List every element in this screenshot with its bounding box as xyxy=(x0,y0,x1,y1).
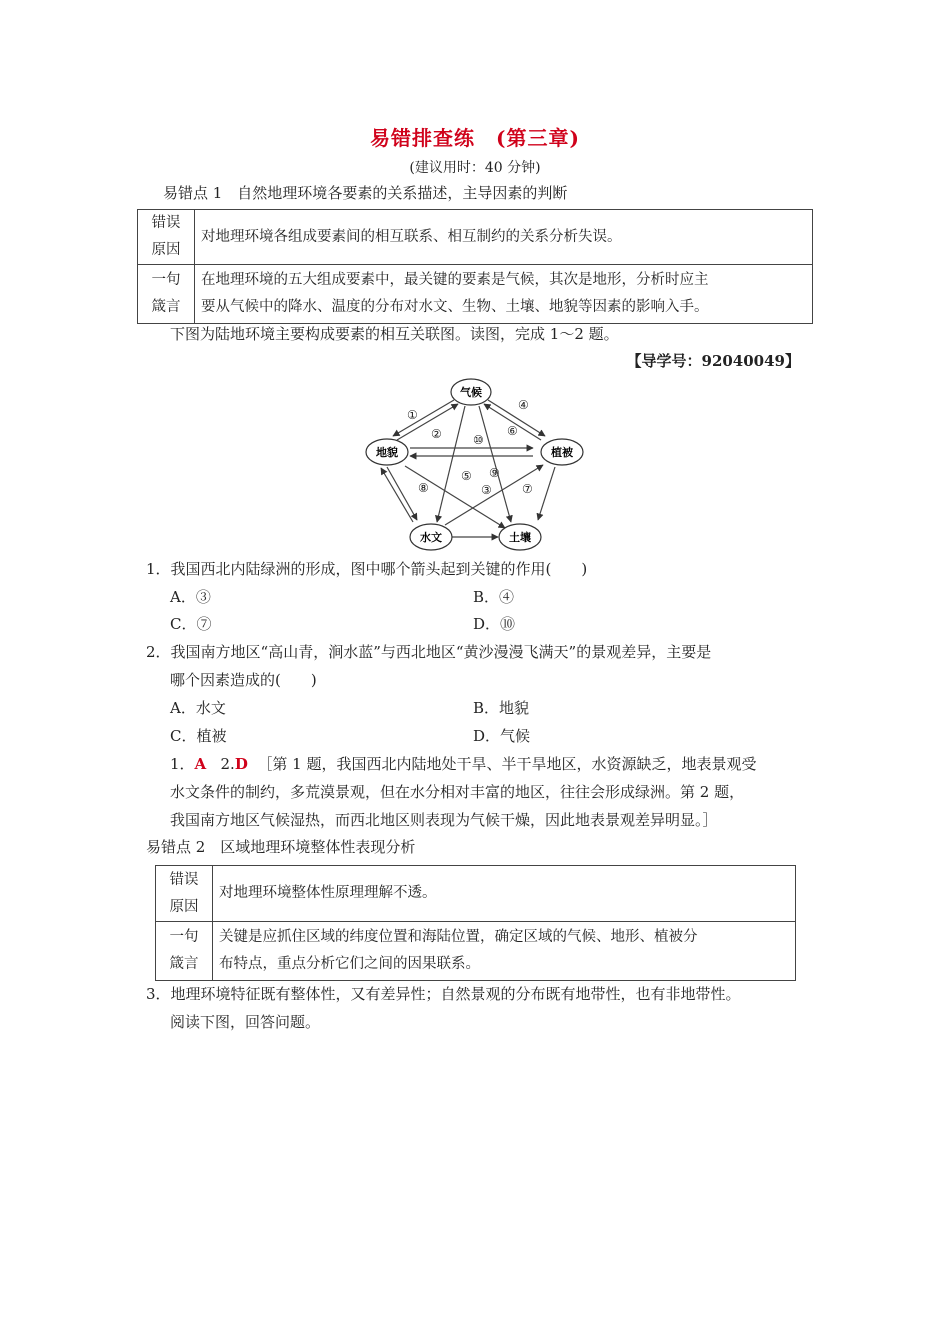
q2-option-d: D．气候 xyxy=(473,727,531,745)
error-point-1-heading: 易错点 1 自然地理环境各要素的关系描述，主导因素的判断 xyxy=(163,184,568,202)
question-3-line1: 3．地理环境特征既有整体性，又有差异性；自然景观的分布既有地带性，也有非地带性。 xyxy=(146,985,741,1003)
arrow-label-7: ⑦ xyxy=(522,482,533,496)
arrow-label-9: ⑨ xyxy=(489,466,500,480)
arrow-label-10: ⑩ xyxy=(473,433,484,447)
error-point-1-table xyxy=(137,209,813,324)
answer-1-number: 1． xyxy=(170,755,195,773)
error-cause-text: 对地理环境各组成要素间的相互联系、相互制约的关系分析失误。 xyxy=(195,210,813,265)
environment-relationship-diagram xyxy=(355,370,595,555)
maxim-text: 在地理环境的五大组成要素中，最关键的要素是气候，其次是地形，分析时应主 要从气候中的降水、温度的分布对水文、生物、土壤、地貌等因素的影响入手。 xyxy=(195,265,813,324)
question-2-stem-line1: 2．我国南方地区“高山青，涧水蓝”与西北地区“黄沙漫漫飞满天”的景观差异，主要是 xyxy=(146,643,712,661)
arrow-label-3: ③ xyxy=(481,483,492,497)
q2-option-c: C．植被 xyxy=(170,727,227,745)
node-climate-label: 气候 xyxy=(460,386,482,399)
error-cause-label: 错误 原因 xyxy=(138,210,195,265)
arrow-label-1: ① xyxy=(407,408,418,422)
answer-2-choice: D xyxy=(234,755,248,773)
answer-explanation-2: 水文条件的制约，多荒漠景观，但在水分相对丰富的地区，往往会形成绿洲。第 2 题， xyxy=(170,783,745,801)
question-3-line2: 阅读下图，回答问题。 xyxy=(170,1013,321,1031)
diagram-intro: 下图为陆地环境主要构成要素的相互关联图。读图，完成 1～2 题。 xyxy=(170,325,619,343)
node-hydrology-label: 水文 xyxy=(420,531,442,544)
node-soil-label: 土壤 xyxy=(509,531,531,544)
arrow-label-8: ⑧ xyxy=(418,481,429,495)
q1-option-b: B．④ xyxy=(473,588,515,606)
answer-explanation-1: ［第 1 题，我国西北内陆地处干旱、半干旱地区，水资源缺乏，地表景观受 xyxy=(257,755,757,773)
error-point-2-heading: 易错点 2 区域地理环境整体性表现分析 xyxy=(146,838,416,856)
question-1-stem: 1．我国西北内陆绿洲的形成，图中哪个箭头起到关键的作用( ) xyxy=(146,560,588,578)
q1-option-c: C．⑦ xyxy=(170,615,212,633)
node-landform-label: 地貌 xyxy=(376,446,398,459)
guide-number: 【导学号：92040049】 xyxy=(626,352,800,370)
arrow-label-4: ④ xyxy=(518,398,529,412)
answer-1-choice: A xyxy=(194,755,207,773)
error-cause-label-2: 错误 原因 xyxy=(156,866,213,922)
q2-option-b: B．地貌 xyxy=(473,699,530,717)
arrow-label-2: ② xyxy=(431,427,442,441)
arrow-label-5: ⑤ xyxy=(461,469,472,483)
error-cause-text-2: 对地理环境整体性原理理解不透。 xyxy=(213,866,796,922)
q1-option-a: A．③ xyxy=(170,588,211,606)
answer-explanation-3: 我国南方地区气候湿热，而西北地区则表现为气候干燥，因此地表景观差异明显。］ xyxy=(170,811,718,829)
diagram-nodes xyxy=(366,379,583,550)
page-title: 易错排查练 (第三章) xyxy=(370,126,580,150)
question-2-stem-line2: 哪个因素造成的( ) xyxy=(170,671,317,689)
maxim-text-2: 关键是应抓住区域的纬度位置和海陆位置，确定区域的气候、地形、植被分 布特点，重点分析它们之间的因果联系。 xyxy=(213,922,796,981)
answer-line-1 xyxy=(170,753,756,774)
node-vegetation-label: 植被 xyxy=(551,446,573,459)
arrow-label-6: ⑥ xyxy=(507,424,518,438)
suggested-time: (建议用时：40 分钟) xyxy=(409,160,541,176)
q1-option-d: D．⑩ xyxy=(473,615,516,633)
q2-option-a: A．水文 xyxy=(170,699,226,717)
error-point-2-table xyxy=(155,865,796,981)
answer-2-number: 2. xyxy=(220,755,235,773)
maxim-label-2: 一句 箴言 xyxy=(156,922,213,981)
maxim-label: 一句 箴言 xyxy=(138,265,195,324)
